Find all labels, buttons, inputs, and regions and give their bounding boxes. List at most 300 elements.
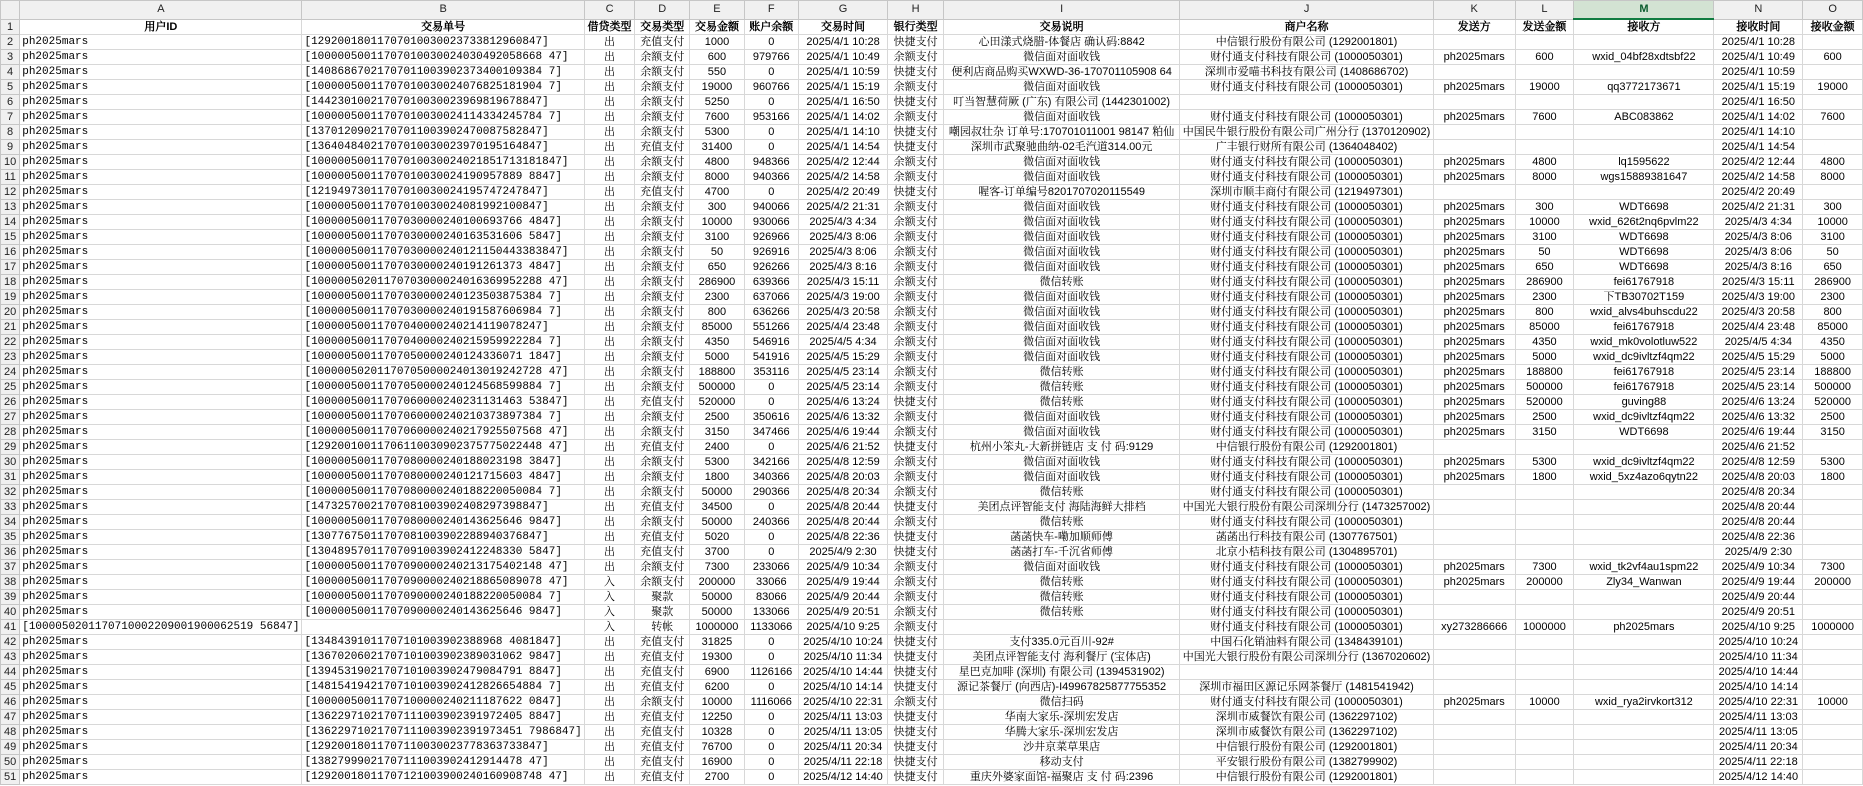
cell-j-25[interactable]: 财付通支付科技有限公司 (1000050301) (1180, 380, 1434, 395)
row-header-11[interactable]: 11 (1, 170, 20, 185)
cell-l-38[interactable]: 200000 (1515, 575, 1574, 590)
cell-k-32[interactable] (1433, 485, 1515, 500)
cell-b-24[interactable]: [10000050201170705000024013019242728 47] (302, 365, 584, 380)
cell-l-21[interactable]: 85000 (1515, 320, 1574, 335)
cell-h-15[interactable]: 余额支付 (888, 230, 944, 245)
cell-l-49[interactable] (1515, 740, 1574, 755)
cell-h-39[interactable]: 余额支付 (888, 590, 944, 605)
column-header-m[interactable]: M (1574, 1, 1714, 20)
cell-f-48[interactable]: 0 (744, 725, 798, 740)
cell-n-37[interactable]: 2025/4/9 10:34 (1714, 560, 1803, 575)
cell-k-17[interactable]: ph2025mars (1433, 260, 1515, 275)
cell-m-41[interactable]: ph2025mars (1574, 620, 1714, 635)
cell-o-38[interactable]: 200000 (1803, 575, 1863, 590)
cell-c-29[interactable]: 出 (584, 440, 635, 455)
row-header-2[interactable]: 2 (1, 35, 20, 50)
cell-i-30[interactable]: 微信面对面收钱 (943, 455, 1179, 470)
cell-k-19[interactable]: ph2025mars (1433, 290, 1515, 305)
cell-h-30[interactable]: 余额支付 (888, 455, 944, 470)
column-header-l[interactable]: L (1515, 1, 1574, 20)
cell-n-9[interactable]: 2025/4/1 14:54 (1714, 140, 1803, 155)
cell-l-14[interactable]: 10000 (1515, 215, 1574, 230)
cell-l-26[interactable]: 520000 (1515, 395, 1574, 410)
table-row[interactable] (1, 200, 1863, 215)
table-row[interactable] (1, 35, 1863, 50)
row-header-21[interactable]: 21 (1, 320, 20, 335)
cell-m-51[interactable] (1574, 770, 1714, 785)
cell-l-15[interactable]: 3100 (1515, 230, 1574, 245)
cell-m-29[interactable] (1574, 440, 1714, 455)
cell-n-29[interactable]: 2025/4/6 21:52 (1714, 440, 1803, 455)
cell-j-29[interactable]: 中信银行股份有限公司 (1292001801) (1180, 440, 1434, 455)
cell-d-49[interactable]: 充值支付 (635, 740, 690, 755)
cell-h-13[interactable]: 余额支付 (888, 200, 944, 215)
cell-i-40[interactable]: 微信转账 (943, 605, 1179, 620)
cell-e-46[interactable]: 10000 (690, 695, 745, 710)
cell-i-2[interactable]: 心田漾式烧腊-体餐店 确认码:8842 (943, 35, 1179, 50)
cell-h-21[interactable]: 余额支付 (888, 320, 944, 335)
table-row[interactable] (1, 515, 1863, 530)
cell-m-22[interactable]: wxid_mk0volotluw522 (1574, 335, 1714, 350)
row-header-32[interactable]: 32 (1, 485, 20, 500)
cell-o-26[interactable]: 520000 (1803, 395, 1863, 410)
cell-c-47[interactable]: 出 (584, 710, 635, 725)
cell-b-32[interactable]: [10000050011707080000240188220050084 7] (302, 485, 584, 500)
cell-c-23[interactable]: 出 (584, 350, 635, 365)
cell-n-13[interactable]: 2025/4/2 21:31 (1714, 200, 1803, 215)
cell-b-19[interactable]: [10000050011707030000240123503875384 7] (302, 290, 584, 305)
row-header-4[interactable]: 4 (1, 65, 20, 80)
cell-e-6[interactable]: 5250 (690, 95, 745, 110)
cell-l-51[interactable] (1515, 770, 1574, 785)
cell-m-34[interactable] (1574, 515, 1714, 530)
table-row[interactable] (1, 155, 1863, 170)
cell-j-32[interactable]: 财付通支付科技有限公司 (1000050301) (1180, 485, 1434, 500)
cell-i-12[interactable]: 喔客-订单编号8201707020115549 (943, 185, 1179, 200)
cell-b-6[interactable]: [14423010021707010030023969819678847] (302, 95, 584, 110)
cell-f-13[interactable]: 940066 (744, 200, 798, 215)
cell-c-45[interactable]: 出 (584, 680, 635, 695)
cell-h-11[interactable]: 余额支付 (888, 170, 944, 185)
cell-n-45[interactable]: 2025/4/10 14:14 (1714, 680, 1803, 695)
cell-l-13[interactable]: 300 (1515, 200, 1574, 215)
cell-c-26[interactable]: 出 (584, 395, 635, 410)
cell-j-44[interactable] (1180, 665, 1434, 680)
row-header-26[interactable]: 26 (1, 395, 20, 410)
cell-g-46[interactable]: 2025/4/10 22:31 (798, 695, 888, 710)
cell-o-17[interactable]: 650 (1803, 260, 1863, 275)
cell-b-26[interactable]: [10000050011707060000240231131463 53847] (302, 395, 584, 410)
cell-n-18[interactable]: 2025/4/3 15:11 (1714, 275, 1803, 290)
row-header-42[interactable]: 42 (1, 635, 20, 650)
cell-j-31[interactable]: 财付通支付科技有限公司 (1000050301) (1180, 470, 1434, 485)
table-row[interactable] (1, 320, 1863, 335)
cell-l-8[interactable] (1515, 125, 1574, 140)
row-header-47[interactable]: 47 (1, 710, 20, 725)
table-row[interactable] (1, 500, 1863, 515)
cell-e-32[interactable]: 50000 (690, 485, 745, 500)
cell-h-8[interactable]: 快捷支付 (888, 125, 944, 140)
cell-f-30[interactable]: 342166 (744, 455, 798, 470)
cell-o-46[interactable]: 10000 (1803, 695, 1863, 710)
cell-j-36[interactable]: 北京小桔科技有限公司 (1304895701) (1180, 545, 1434, 560)
row-header-43[interactable]: 43 (1, 650, 20, 665)
cell-g-41[interactable]: 2025/4/10 9:25 (798, 620, 888, 635)
cell-d-26[interactable]: 充值支付 (635, 395, 690, 410)
cell-j-4[interactable]: 深圳市爱喵书科技有限公司 (1408686702) (1180, 65, 1434, 80)
cell-j-7[interactable]: 财付通支付科技有限公司 (1000050301) (1180, 110, 1434, 125)
cell-g-4[interactable]: 2025/4/1 10:59 (798, 65, 888, 80)
cell-f-43[interactable]: 0 (744, 650, 798, 665)
row-header-19[interactable]: 19 (1, 290, 20, 305)
cell-f-44[interactable]: 1126166 (744, 665, 798, 680)
cell-h-28[interactable]: 余额支付 (888, 425, 944, 440)
cell-e-21[interactable]: 85000 (690, 320, 745, 335)
column-header-b[interactable]: B (302, 1, 584, 20)
cell-f-51[interactable]: 0 (744, 770, 798, 785)
cell-a-4[interactable]: ph2025mars (20, 65, 302, 80)
cell-a-38[interactable]: ph2025mars (20, 575, 302, 590)
cell-b-45[interactable]: [14815419421707101003902412826654884 7] (302, 680, 584, 695)
cell-j-27[interactable]: 财付通支付科技有限公司 (1000050301) (1180, 410, 1434, 425)
cell-a-22[interactable]: ph2025mars (20, 335, 302, 350)
cell-m-43[interactable] (1574, 650, 1714, 665)
cell-j-14[interactable]: 财付通支付科技有限公司 (1000050301) (1180, 215, 1434, 230)
cell-e-11[interactable]: 8000 (690, 170, 745, 185)
table-row[interactable] (1, 470, 1863, 485)
cell-l-44[interactable] (1515, 665, 1574, 680)
cell-a-11[interactable]: ph2025mars (20, 170, 302, 185)
cell-h-51[interactable]: 快捷支付 (888, 770, 944, 785)
cell-i-50[interactable]: 移动支付 (943, 755, 1179, 770)
cell-o-28[interactable]: 3150 (1803, 425, 1863, 440)
cell-e-44[interactable]: 6900 (690, 665, 745, 680)
cell-g-40[interactable]: 2025/4/9 20:51 (798, 605, 888, 620)
cell-h-45[interactable]: 快捷支付 (888, 680, 944, 695)
cell-h-12[interactable]: 快捷支付 (888, 185, 944, 200)
cell-e-38[interactable]: 200000 (690, 575, 745, 590)
cell-f-41[interactable]: 1133066 (744, 620, 798, 635)
cell-h-3[interactable]: 余额支付 (888, 50, 944, 65)
cell-n-34[interactable]: 2025/4/8 20:44 (1714, 515, 1803, 530)
cell-o-27[interactable]: 2500 (1803, 410, 1863, 425)
cell-h-26[interactable]: 快捷支付 (888, 395, 944, 410)
cell-a-16[interactable]: ph2025mars (20, 245, 302, 260)
cell-h-42[interactable]: 快捷支付 (888, 635, 944, 650)
cell-d-4[interactable]: 余额支付 (635, 65, 690, 80)
cell-j-6[interactable] (1180, 95, 1434, 110)
row-header-23[interactable]: 23 (1, 350, 20, 365)
row-header-39[interactable]: 39 (1, 590, 20, 605)
cell-f-45[interactable]: 0 (744, 680, 798, 695)
cell-h-50[interactable]: 快捷支付 (888, 755, 944, 770)
cell-b-4[interactable]: [14086867021707011003902373400109384 7] (302, 65, 584, 80)
cell-g-30[interactable]: 2025/4/8 12:59 (798, 455, 888, 470)
cell-m-9[interactable] (1574, 140, 1714, 155)
cell-l-36[interactable] (1515, 545, 1574, 560)
cell-d-20[interactable]: 余额支付 (635, 305, 690, 320)
cell-o-41[interactable]: 1000000 (1803, 620, 1863, 635)
field-header-j[interactable]: 商户名称 (1180, 19, 1434, 35)
cell-i-34[interactable]: 微信转账 (943, 515, 1179, 530)
cell-k-37[interactable]: ph2025mars (1433, 560, 1515, 575)
cell-f-21[interactable]: 551266 (744, 320, 798, 335)
cell-c-13[interactable]: 出 (584, 200, 635, 215)
table-row[interactable] (1, 305, 1863, 320)
cell-b-27[interactable]: [10000050011707060000240210373897384 7] (302, 410, 584, 425)
table-row[interactable] (1, 335, 1863, 350)
field-header-h[interactable]: 银行类型 (888, 19, 944, 35)
cell-j-17[interactable]: 财付通支付科技有限公司 (1000050301) (1180, 260, 1434, 275)
cell-h-31[interactable]: 余额支付 (888, 470, 944, 485)
cell-o-47[interactable] (1803, 710, 1863, 725)
cell-i-51[interactable]: 重庆外婆家面馆-福聚店 支 付 码:2396 (943, 770, 1179, 785)
cell-d-36[interactable]: 充值支付 (635, 545, 690, 560)
cell-f-46[interactable]: 1116066 (744, 695, 798, 710)
cell-h-40[interactable]: 余额支付 (888, 605, 944, 620)
cell-h-20[interactable]: 余额支付 (888, 305, 944, 320)
row-header-37[interactable]: 37 (1, 560, 20, 575)
cell-k-44[interactable] (1433, 665, 1515, 680)
row-header-16[interactable]: 16 (1, 245, 20, 260)
cell-k-21[interactable]: ph2025mars (1433, 320, 1515, 335)
cell-i-45[interactable]: 源记茶餐厅 (向西店)-I49967825877755352 (943, 680, 1179, 695)
cell-k-11[interactable]: ph2025mars (1433, 170, 1515, 185)
cell-h-44[interactable]: 快捷支付 (888, 665, 944, 680)
cell-i-3[interactable]: 微信面对面收钱 (943, 50, 1179, 65)
cell-d-40[interactable]: 聚款 (635, 605, 690, 620)
cell-g-7[interactable]: 2025/4/1 14:02 (798, 110, 888, 125)
cell-d-7[interactable]: 余额支付 (635, 110, 690, 125)
cell-a-19[interactable]: ph2025mars (20, 290, 302, 305)
cell-g-3[interactable]: 2025/4/1 10:49 (798, 50, 888, 65)
cell-l-50[interactable] (1515, 755, 1574, 770)
cell-k-22[interactable]: ph2025mars (1433, 335, 1515, 350)
cell-a-10[interactable]: ph2025mars (20, 155, 302, 170)
row-header-15[interactable]: 15 (1, 230, 20, 245)
cell-b-13[interactable]: [10000050011707010030024081992100847] (302, 200, 584, 215)
row-header-5[interactable]: 5 (1, 80, 20, 95)
cell-d-38[interactable]: 余额支付 (635, 575, 690, 590)
table-row[interactable] (1, 605, 1863, 620)
cell-o-18[interactable]: 286900 (1803, 275, 1863, 290)
cell-a-12[interactable]: ph2025mars (20, 185, 302, 200)
cell-f-10[interactable]: 948366 (744, 155, 798, 170)
cell-m-49[interactable] (1574, 740, 1714, 755)
cell-l-29[interactable] (1515, 440, 1574, 455)
cell-g-27[interactable]: 2025/4/6 13:32 (798, 410, 888, 425)
cell-f-32[interactable]: 290366 (744, 485, 798, 500)
cell-g-19[interactable]: 2025/4/3 19:00 (798, 290, 888, 305)
cell-i-13[interactable]: 微信面对面收钱 (943, 200, 1179, 215)
table-row[interactable] (1, 215, 1863, 230)
cell-l-31[interactable]: 1800 (1515, 470, 1574, 485)
cell-d-33[interactable]: 充值支付 (635, 500, 690, 515)
table-row[interactable] (1, 80, 1863, 95)
cell-d-16[interactable]: 余额支付 (635, 245, 690, 260)
cell-o-31[interactable]: 1800 (1803, 470, 1863, 485)
cell-k-18[interactable]: ph2025mars (1433, 275, 1515, 290)
table-row[interactable] (1, 425, 1863, 440)
cell-i-23[interactable]: 微信面对面收钱 (943, 350, 1179, 365)
cell-e-12[interactable]: 4700 (690, 185, 745, 200)
cell-o-14[interactable]: 10000 (1803, 215, 1863, 230)
cell-l-23[interactable]: 5000 (1515, 350, 1574, 365)
cell-j-48[interactable]: 深圳市威餐饮有限公司 (1362297102) (1180, 725, 1434, 740)
cell-l-35[interactable] (1515, 530, 1574, 545)
cell-g-26[interactable]: 2025/4/6 13:24 (798, 395, 888, 410)
cell-k-40[interactable] (1433, 605, 1515, 620)
row-header-41[interactable]: 41 (1, 620, 20, 635)
cell-l-7[interactable]: 7600 (1515, 110, 1574, 125)
cell-l-42[interactable] (1515, 635, 1574, 650)
cell-a-45[interactable]: ph2025mars (20, 680, 302, 695)
cell-j-45[interactable]: 深圳市福田区源记乐网茶餐厅 (1481541942) (1180, 680, 1434, 695)
cell-c-5[interactable]: 出 (584, 80, 635, 95)
cell-e-33[interactable]: 34500 (690, 500, 745, 515)
cell-o-13[interactable]: 300 (1803, 200, 1863, 215)
table-row[interactable] (1, 290, 1863, 305)
cell-g-21[interactable]: 2025/4/4 23:48 (798, 320, 888, 335)
cell-g-50[interactable]: 2025/4/11 22:18 (798, 755, 888, 770)
cell-c-30[interactable]: 出 (584, 455, 635, 470)
cell-c-4[interactable]: 出 (584, 65, 635, 80)
cell-e-19[interactable]: 2300 (690, 290, 745, 305)
cell-o-44[interactable] (1803, 665, 1863, 680)
cell-d-42[interactable]: 充值支付 (635, 635, 690, 650)
cell-n-47[interactable]: 2025/4/11 13:03 (1714, 710, 1803, 725)
cell-f-7[interactable]: 953166 (744, 110, 798, 125)
cell-g-16[interactable]: 2025/4/3 8:06 (798, 245, 888, 260)
cell-e-23[interactable]: 5000 (690, 350, 745, 365)
row-header-35[interactable]: 35 (1, 530, 20, 545)
cell-n-10[interactable]: 2025/4/2 12:44 (1714, 155, 1803, 170)
cell-f-40[interactable]: 133066 (744, 605, 798, 620)
table-row[interactable] (1, 725, 1863, 740)
cell-a-5[interactable]: ph2025mars (20, 80, 302, 95)
table-row[interactable] (1, 530, 1863, 545)
cell-o-30[interactable]: 5300 (1803, 455, 1863, 470)
cell-a-25[interactable]: ph2025mars (20, 380, 302, 395)
cell-o-36[interactable] (1803, 545, 1863, 560)
cell-i-27[interactable]: 微信面对面收钱 (943, 410, 1179, 425)
cell-d-5[interactable]: 余额支付 (635, 80, 690, 95)
cell-a-21[interactable]: ph2025mars (20, 320, 302, 335)
cell-h-9[interactable]: 快捷支付 (888, 140, 944, 155)
cell-m-7[interactable]: ABC083862 (1574, 110, 1714, 125)
field-header-b[interactable]: 交易单号 (302, 19, 584, 35)
cell-e-35[interactable]: 5020 (690, 530, 745, 545)
cell-e-45[interactable]: 6200 (690, 680, 745, 695)
cell-b-18[interactable]: [10000050201170703000024016369952288 47] (302, 275, 584, 290)
cell-k-42[interactable] (1433, 635, 1515, 650)
cell-c-28[interactable]: 出 (584, 425, 635, 440)
cell-l-16[interactable]: 50 (1515, 245, 1574, 260)
cell-d-9[interactable]: 充值支付 (635, 140, 690, 155)
cell-b-2[interactable]: [12920018011707010030023733812960847] (302, 35, 584, 50)
cell-e-48[interactable]: 10328 (690, 725, 745, 740)
cell-n-40[interactable]: 2025/4/9 20:51 (1714, 605, 1803, 620)
cell-g-22[interactable]: 2025/4/5 4:34 (798, 335, 888, 350)
cell-h-10[interactable]: 余额支付 (888, 155, 944, 170)
cell-l-41[interactable]: 1000000 (1515, 620, 1574, 635)
cell-c-46[interactable]: 出 (584, 695, 635, 710)
cell-i-5[interactable]: 微信面对面收钱 (943, 80, 1179, 95)
cell-j-26[interactable]: 财付通支付科技有限公司 (1000050301) (1180, 395, 1434, 410)
cell-k-50[interactable] (1433, 755, 1515, 770)
cell-f-19[interactable]: 637066 (744, 290, 798, 305)
cell-n-23[interactable]: 2025/4/5 15:29 (1714, 350, 1803, 365)
cell-n-16[interactable]: 2025/4/3 8:06 (1714, 245, 1803, 260)
cell-d-45[interactable]: 充值支付 (635, 680, 690, 695)
cell-o-42[interactable] (1803, 635, 1863, 650)
cell-g-14[interactable]: 2025/4/3 4:34 (798, 215, 888, 230)
cell-o-37[interactable]: 7300 (1803, 560, 1863, 575)
cell-o-45[interactable] (1803, 680, 1863, 695)
cell-j-37[interactable]: 财付通支付科技有限公司 (1000050301) (1180, 560, 1434, 575)
cell-f-25[interactable]: 0 (744, 380, 798, 395)
cell-a-29[interactable]: ph2025mars (20, 440, 302, 455)
cell-i-10[interactable]: 微信面对面收钱 (943, 155, 1179, 170)
cell-j-12[interactable]: 深圳市顺丰商付有限公司 (1219497301) (1180, 185, 1434, 200)
cell-h-35[interactable]: 快捷支付 (888, 530, 944, 545)
cell-c-22[interactable]: 出 (584, 335, 635, 350)
cell-i-31[interactable]: 微信面对面收钱 (943, 470, 1179, 485)
cell-d-15[interactable]: 余额支付 (635, 230, 690, 245)
cell-j-10[interactable]: 财付通支付科技有限公司 (1000050301) (1180, 155, 1434, 170)
cell-b-29[interactable]: [12920010011706110030902375775022448 47] (302, 440, 584, 455)
cell-m-33[interactable] (1574, 500, 1714, 515)
cell-f-35[interactable]: 0 (744, 530, 798, 545)
cell-d-24[interactable]: 余额支付 (635, 365, 690, 380)
cell-g-51[interactable]: 2025/4/12 14:40 (798, 770, 888, 785)
cell-o-20[interactable]: 800 (1803, 305, 1863, 320)
cell-n-50[interactable]: 2025/4/11 22:18 (1714, 755, 1803, 770)
cell-h-16[interactable]: 余额支付 (888, 245, 944, 260)
cell-e-16[interactable]: 50 (690, 245, 745, 260)
cell-h-29[interactable]: 快捷支付 (888, 440, 944, 455)
cell-f-26[interactable]: 0 (744, 395, 798, 410)
cell-o-16[interactable]: 50 (1803, 245, 1863, 260)
cell-b-28[interactable]: [10000050011707060000240217925507568 47] (302, 425, 584, 440)
cell-f-34[interactable]: 240366 (744, 515, 798, 530)
cell-c-15[interactable]: 出 (584, 230, 635, 245)
cell-b-25[interactable]: [10000050011707050000240124568599884 7] (302, 380, 584, 395)
cell-m-16[interactable]: WDT6698 (1574, 245, 1714, 260)
cell-g-31[interactable]: 2025/4/8 20:03 (798, 470, 888, 485)
cell-l-32[interactable] (1515, 485, 1574, 500)
table-row[interactable] (1, 755, 1863, 770)
cell-l-30[interactable]: 5300 (1515, 455, 1574, 470)
cell-e-39[interactable]: 50000 (690, 590, 745, 605)
cell-l-24[interactable]: 188800 (1515, 365, 1574, 380)
cell-f-5[interactable]: 960766 (744, 80, 798, 95)
cell-j-18[interactable]: 财付通支付科技有限公司 (1000050301) (1180, 275, 1434, 290)
cell-b-3[interactable]: [10000050011707010030024030492058668 47] (302, 50, 584, 65)
table-row[interactable] (1, 110, 1863, 125)
cell-j-5[interactable]: 财付通支付科技有限公司 (1000050301) (1180, 80, 1434, 95)
cell-n-28[interactable]: 2025/4/6 19:44 (1714, 425, 1803, 440)
cell-e-47[interactable]: 12250 (690, 710, 745, 725)
cell-i-25[interactable]: 微信转账 (943, 380, 1179, 395)
cell-c-41[interactable]: 入 (584, 620, 635, 635)
cell-o-39[interactable] (1803, 590, 1863, 605)
cell-e-17[interactable]: 650 (690, 260, 745, 275)
cell-h-38[interactable]: 余额支付 (888, 575, 944, 590)
cell-c-18[interactable]: 出 (584, 275, 635, 290)
cell-i-42[interactable]: 支付335.0元百川-92# (943, 635, 1179, 650)
cell-m-8[interactable] (1574, 125, 1714, 140)
